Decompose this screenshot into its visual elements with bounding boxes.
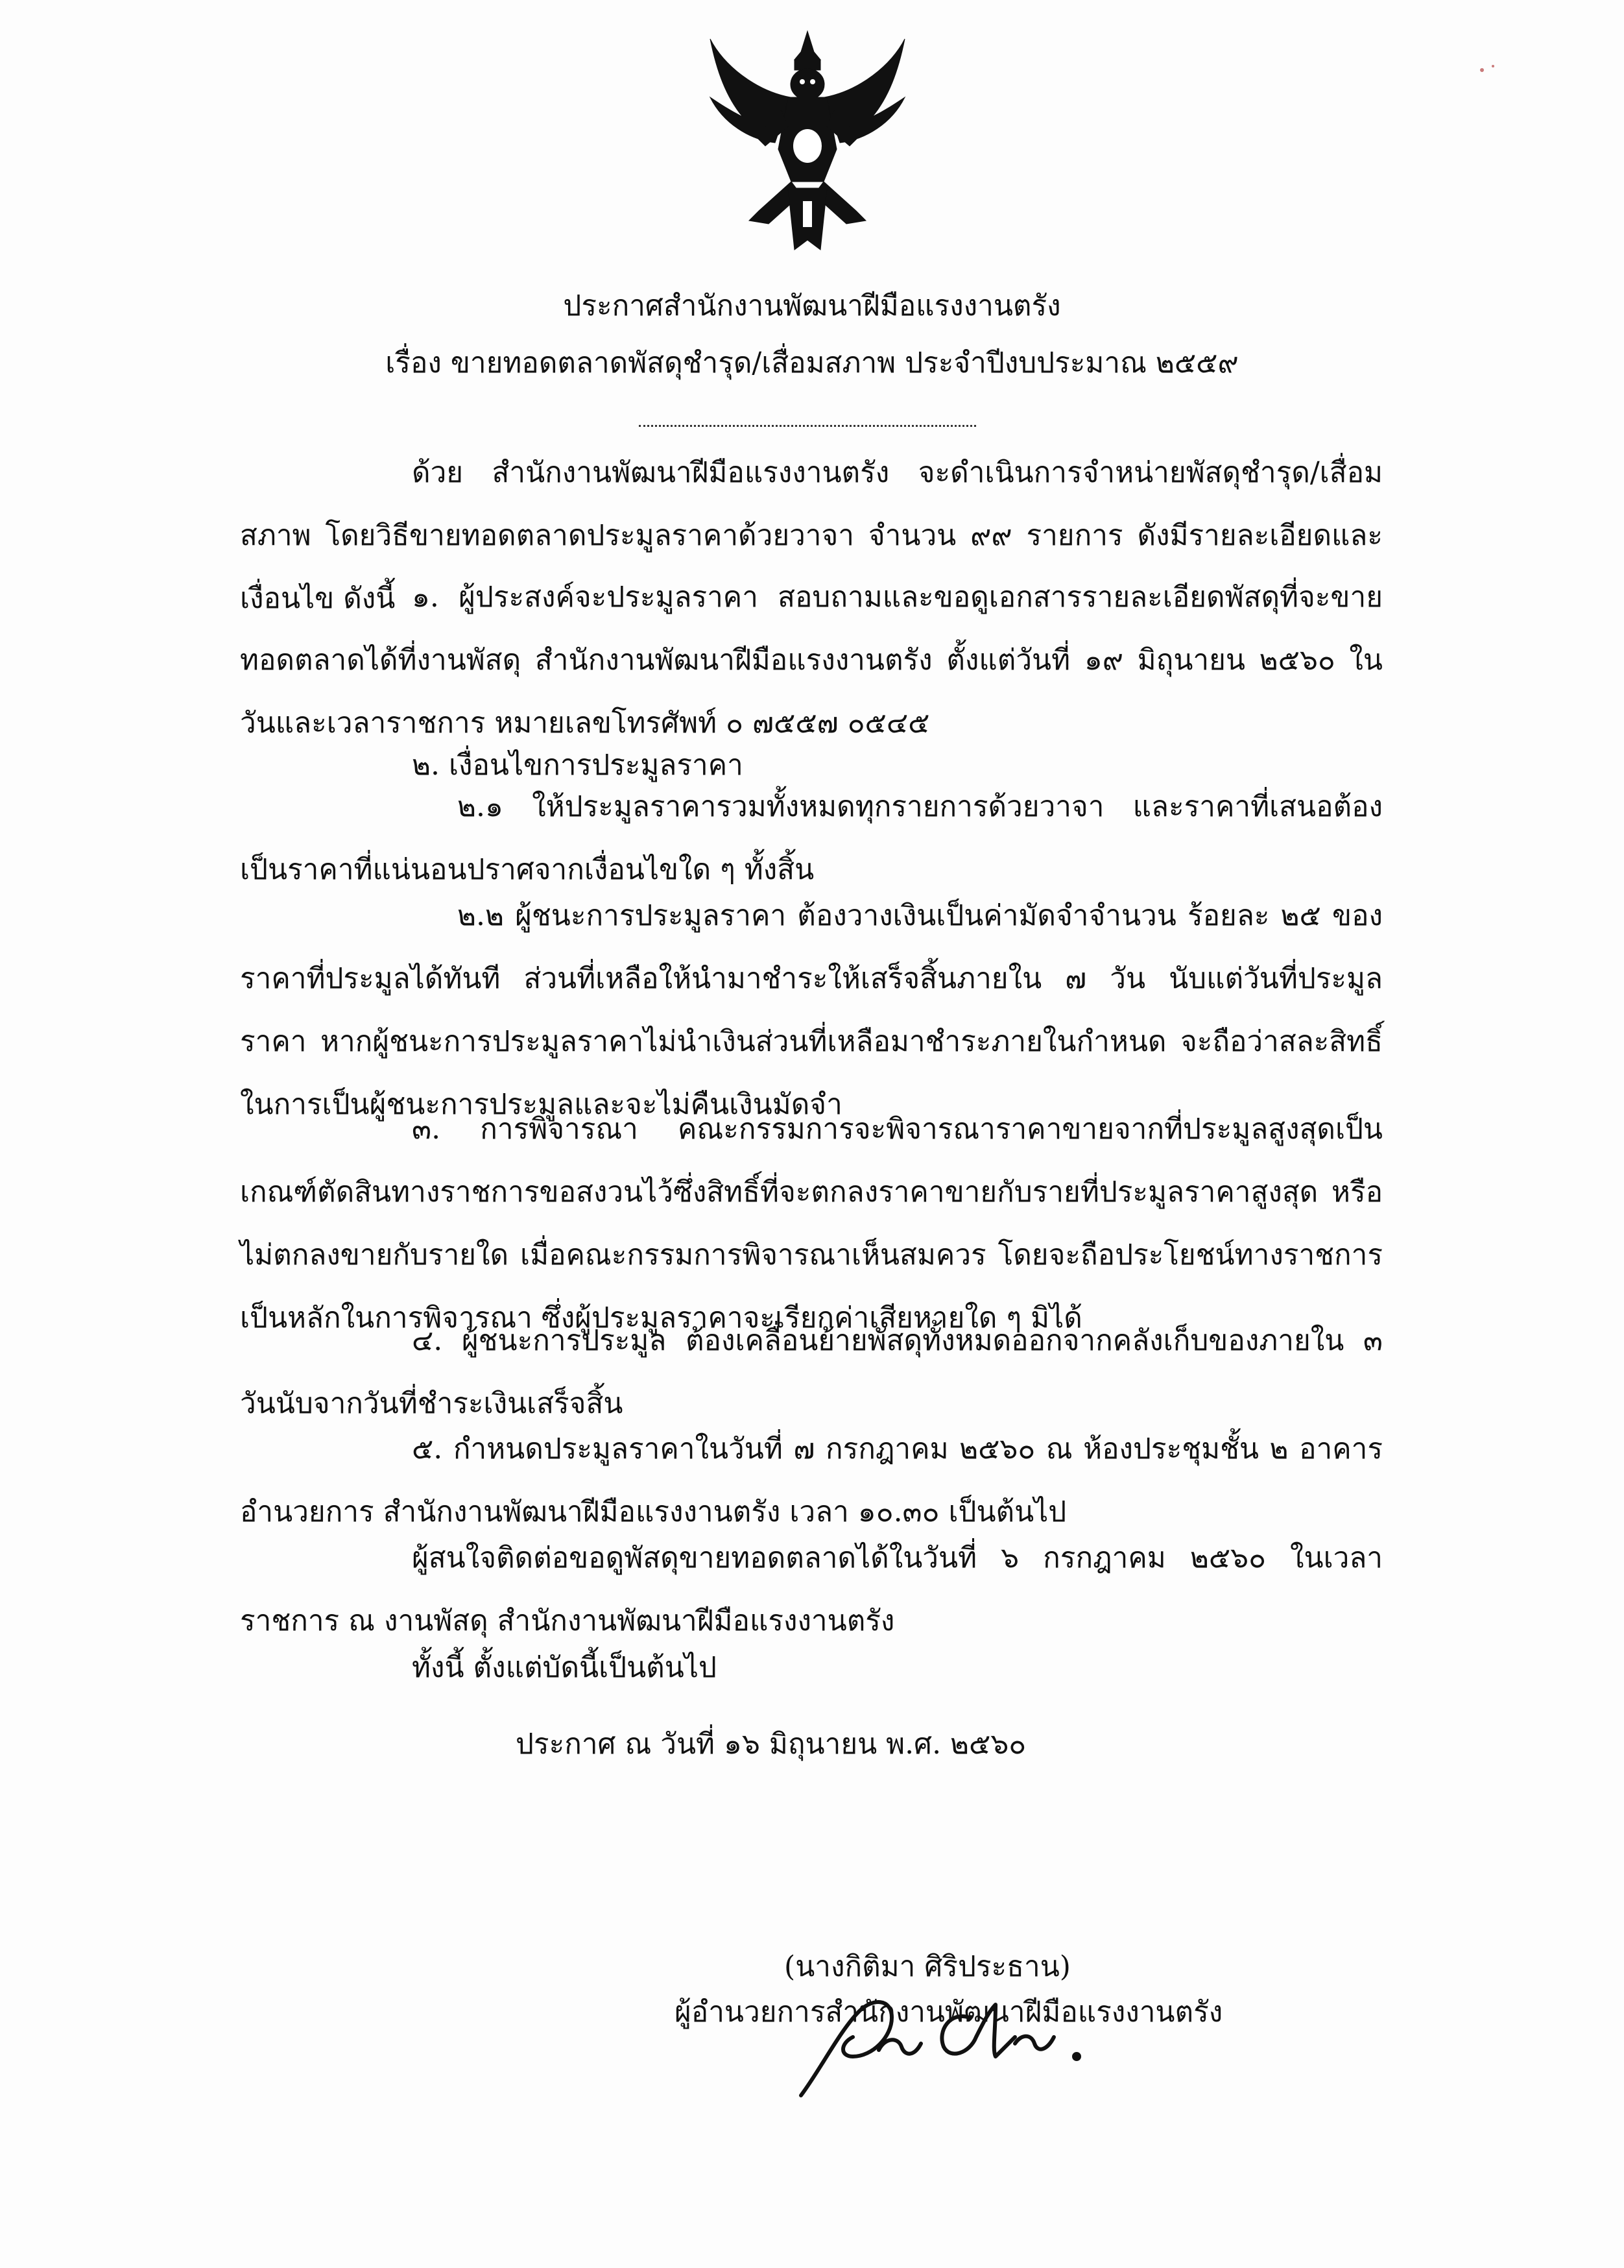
item-2-1: ๒.๑ ให้ประมูลราคารวมทั้งหมดทุกรายการด้วยวาจา และราคาที่เสนอต้องเป็นราคาที่แน่นอนปราศจากเงื่อนไขใด ๆ ทั้งสิ้น xyxy=(240,790,1383,886)
item-3: ๓. การพิจารณา คณะกรรมการจะพิจารณาราคาขายจากที่ประมูลสูงสุดเป็นเกณฑ์ตัดสินทางราชการขอสงวนไว้ซึ่งสิทธิ์ที่จะตกลงราคาขายกับรายที่ประมูลราคาสูงสุด หรือไม่ตกลงขายกับรายใด เมื่อคณะกรรมการพิจารณาเห็นสมควร โดยจะถือประโยชน์ทางราชการเป็นหลักในการพิจารณา ซึ่งผู้ประมูลราคาจะเรียกค่าเสียหายใด ๆ มิได้ xyxy=(240,1113,1383,1334)
red-speck xyxy=(1492,65,1494,67)
contact-paragraph: ผู้สนใจติดต่อขอดูพัสดุขายทอดตลาดได้ในวันที่ ๖ กรกฎาคม ๒๕๖๐ ในเวลาราชการ ณ งานพัสดุ สำนักงานพัฒนาฝีมือแรงงานตรัง xyxy=(240,1541,1383,1637)
item-5: ๕. กำหนดประมูลราคาในวันที่ ๗ กรกฎาคม ๒๕๖๐ ณ ห้องประชุมชั้น ๒ อาคารอำนวยการ สำนักงานพัฒนาฝีมือแรงงานตรัง เวลา ๑๐.๓๐ เป็นต้นไป xyxy=(240,1432,1383,1528)
item-2-2: ๒.๒ ผู้ชนะการประมูลราคา ต้องวางเงินเป็นค่ามัดจำจำนวน ร้อยละ ๒๕ ของราคาที่ประมูลได้ทันที ส่วนที่เหลือให้นำมาชำระให้เสร็จสิ้นภายใน ๗ วัน นับแต่วันที่ประมูลราคา หากผู้ชนะการประมูลราคาไม่นำเงินส่วนที่เหลือมาชำระภายในกำหนด จะถือว่าสละสิทธิ์ในการเป็นผู้ชนะการประมูลและจะไม่คืนเงินมัดจำ xyxy=(240,899,1383,1121)
garuda-emblem-icon xyxy=(697,26,918,259)
intro-paragraph: ด้วย สำนักงานพัฒนาฝีมือแรงงานตรัง จะดำเนินการจำหน่ายพัสดุชำรุด/เสื่อมสภาพ โดยวิธีขายทอดตลาดประมูลราคาด้วยวาจา จำนวน ๙๙ รายการ ดังมีรายละเอียดและเงื่อนไข ดังนี้ xyxy=(240,456,1383,615)
item-4: ๔. ผู้ชนะการประมูล ต้องเคลื่อนย้ายพัสดุทั้งหมดออกจากคลังเก็บของภายใน ๓ วันนับจากวันที่ชำระเงินเสร็จสิ้น xyxy=(240,1324,1383,1420)
signatory-position: ผู้อำนวยการสำนักงานพัฒนาฝีมือแรงงานตรัง xyxy=(675,1996,1223,2029)
announcement-date: ประกาศ ณ วันที่ ๑๖ มิถุนายน พ.ศ. ๒๕๖๐ xyxy=(516,1728,1027,1761)
item-1: ๑. ผู้ประสงค์จะประมูลราคา สอบถามและขอดูเอกสารรายละเอียดพัสดุที่จะขายทอดตลาดได้ที่งานพัสดุ สำนักงานพัฒนาฝีมือแรงงานตรัง ตั้งแต่วันที่ ๑๙ มิถุนายน ๒๕๖๐ ในวันและเวลาราชการ หมายเลขโทรศัพท์ ๐ ๗๕๕๗ ๐๕๔๕ xyxy=(240,581,1383,740)
red-speck xyxy=(1480,68,1484,72)
item-2: ๒. เงื่อนไขการประมูลราคา xyxy=(412,749,743,782)
announcement-title: ประกาศสำนักงานพัฒนาฝีมือแรงงานตรัง xyxy=(563,289,1061,322)
header-divider xyxy=(639,425,976,427)
signatory-name: (นางกิติมา ศิริประธาน) xyxy=(784,1950,1071,1983)
announcement-subject: เรื่อง ขายทอดตลาดพัสดุชำรุด/เสื่อมสภาพ ประจำปีงบประมาณ ๒๕๕๙ xyxy=(385,346,1239,380)
effective-statement: ทั้งนี้ ตั้งแต่บัดนี้เป็นต้นไป xyxy=(412,1651,717,1684)
